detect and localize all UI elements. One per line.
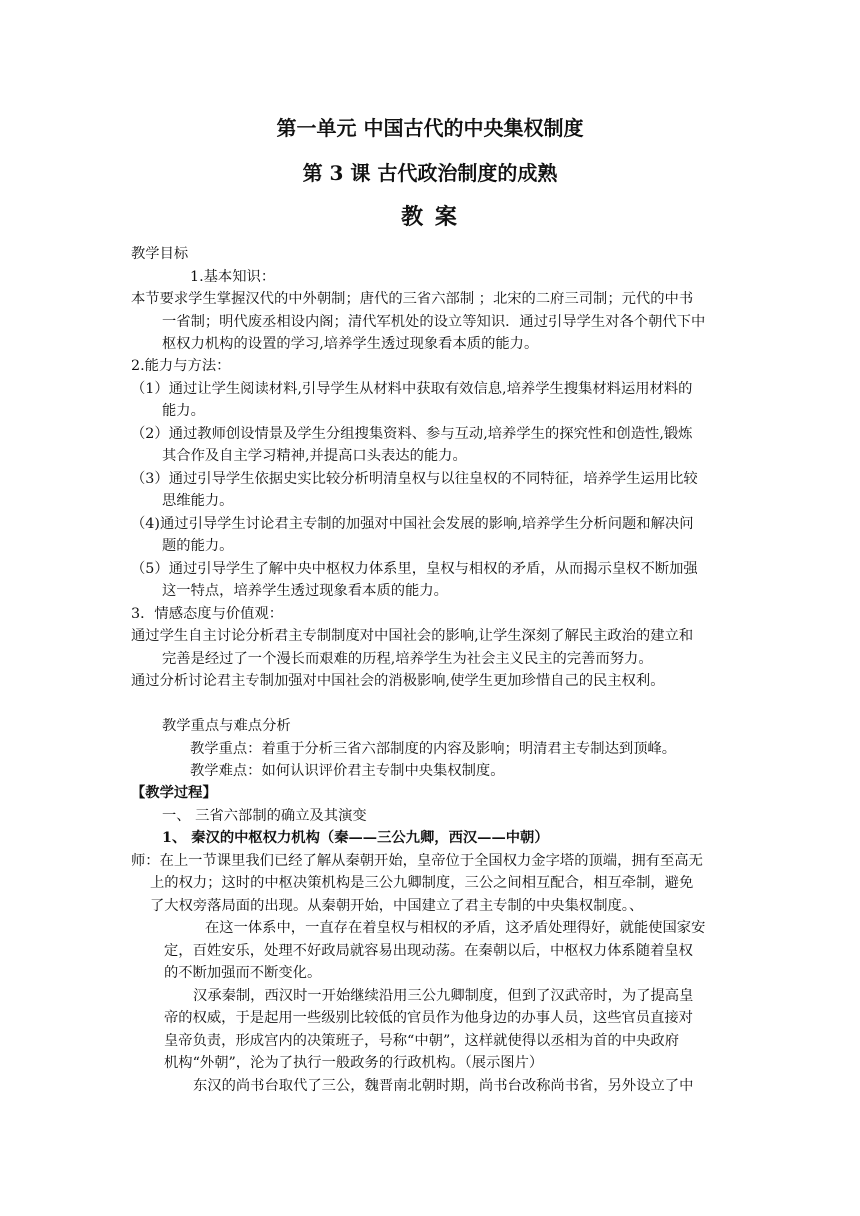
subsection-heading: 1、 秦汉的中枢权力机构（秦——三公九卿，西汉——中朝） [162,830,549,846]
paragraph-line: （1）通过让学生阅读材料,引导学生从材料中获取有效信息,培养学生搜集材料运用材料的 [131,381,693,397]
paragraph-line: 这一特点，培养学生透过现象看本质的能力。 [162,583,448,599]
paragraph-line: 师：在上一节课里我们已经了解从秦朝开始，皇帝位于全国权力金字塔的顶端，拥有至高无 [131,853,703,869]
paragraph-line: 能力。 [162,403,205,419]
paragraph-line: 汉承秦制，西汉时一开始继续沿用三公九卿制度，但到了汉武帝时，为了提高皇 [193,988,694,1004]
paragraph-line: 通过分析讨论君主专制加强对中国社会的消极影响,使学生更加珍惜自己的民主权利。 [131,673,665,689]
lesson-plan-heading: 教 案 [401,204,459,230]
difficult-points-line: 教学难点：如何认识评价君主专制中央集权制度。 [190,763,505,779]
teaching-process-heading: 【教学过程】 [131,785,217,801]
paragraph-line: 其合作及自主学习精神,并提高口头表达的能力。 [162,448,467,464]
paragraph-line: 帝的权威，于是起用一些级别比较低的官员作为他身边的办事人员，这些官员直接对 [164,1010,693,1026]
paragraph-line: （2）通过教师创设情景及学生分组搜集资料、参与互动,培养学生的探究性和创造性,锻炼 [131,426,693,442]
unit-title: 第一单元 中国古代的中央集权制度 [276,116,584,140]
paragraph-line: （3）通过引导学生依据史实比较分析明清皇权与以往皇权的不同特征，培养学生运用比较 [131,471,698,487]
paragraph-line: （5）通过引导学生了解中央中枢权力体系里，皇权与相权的矛盾，从而揭示皇权不断加强 [131,561,698,577]
section-one-heading: 一、 三省六部制的确立及其演变 [162,808,367,824]
paragraph-line: 东汉的尚书台取代了三公，魏晋南北朝时期，尚书台改称尚书省，另外设立了中 [193,1078,694,1094]
lesson-title: 第 3 课 古代政治制度的成熟 [302,161,558,185]
paragraph-line: 枢权力机构的设置的学习,培养学生透过现象看本质的能力。 [162,336,539,352]
section-teaching-goals: 教学目标 [131,246,189,262]
paragraph-line: 题的能力。 [162,538,234,554]
paragraph-line: 的不断加强而不断变化。 [164,965,322,981]
key-difficult-points-heading: 教学重点与难点分析 [162,718,291,734]
paragraph-line: 通过学生自主讨论分析君主专制制度对中国社会的影响,让学生深刻了解民主政治的建立和 [131,628,694,644]
paragraph-line: 完善是经过了一个漫长而艰难的历程,培养学生为社会主义民主的完善而努力。 [162,651,653,667]
paragraph-line: 上的权力；这时的中枢决策机构是三公九卿制度，三公之间相互配合，相互牵制，避免 [150,875,694,891]
basic-knowledge-heading: 1.基本知识： [190,269,276,285]
paragraph-line: 了大权旁落局面的出现。从秦朝开始，中国建立了君主专制的中央集权制度。、 [150,898,644,914]
paragraph-line: 在这一体系中，一直存在着皇权与相权的矛盾，这矛盾处理得好，就能使国家安 [205,920,706,936]
paragraph-line: 本节要求学生掌握汉代的中外朝制；唐代的三省六部制 ；北宋的二府三司制；元代的中书 [131,291,694,307]
paragraph-line: 定，百姓安乐，处理不好政局就容易出现动荡。在秦朝以后，中枢权力体系随着皇权 [164,943,693,959]
paragraph-line: 思维能力。 [162,493,234,509]
key-points-line: 教学重点：着重于分析三省六部制度的内容及影响；明清君主专制达到顶峰。 [190,741,677,757]
paragraph-line: （4)通过引导学生讨论君主专制的加强对中国社会发展的影响,培养学生分析问题和解决问 [131,516,694,532]
paragraph-line: 机构“外朝”，沦为了执行一般政务的行政机构。（展示图片） [164,1055,544,1071]
paragraph-line: 一省制；明代废丞相设内阁；清代军机处的设立等知识．通过引导学生对各个朝代下中 [162,314,706,330]
paragraph-line: 皇帝负责，形成宫内的决策班子，号称“中朝”，这样就使得以丞相为首的中央政府 [164,1033,680,1049]
emotion-values-heading: 3．情感态度与价值观： [131,606,284,622]
ability-method-heading: 2.能力与方法： [131,358,231,374]
